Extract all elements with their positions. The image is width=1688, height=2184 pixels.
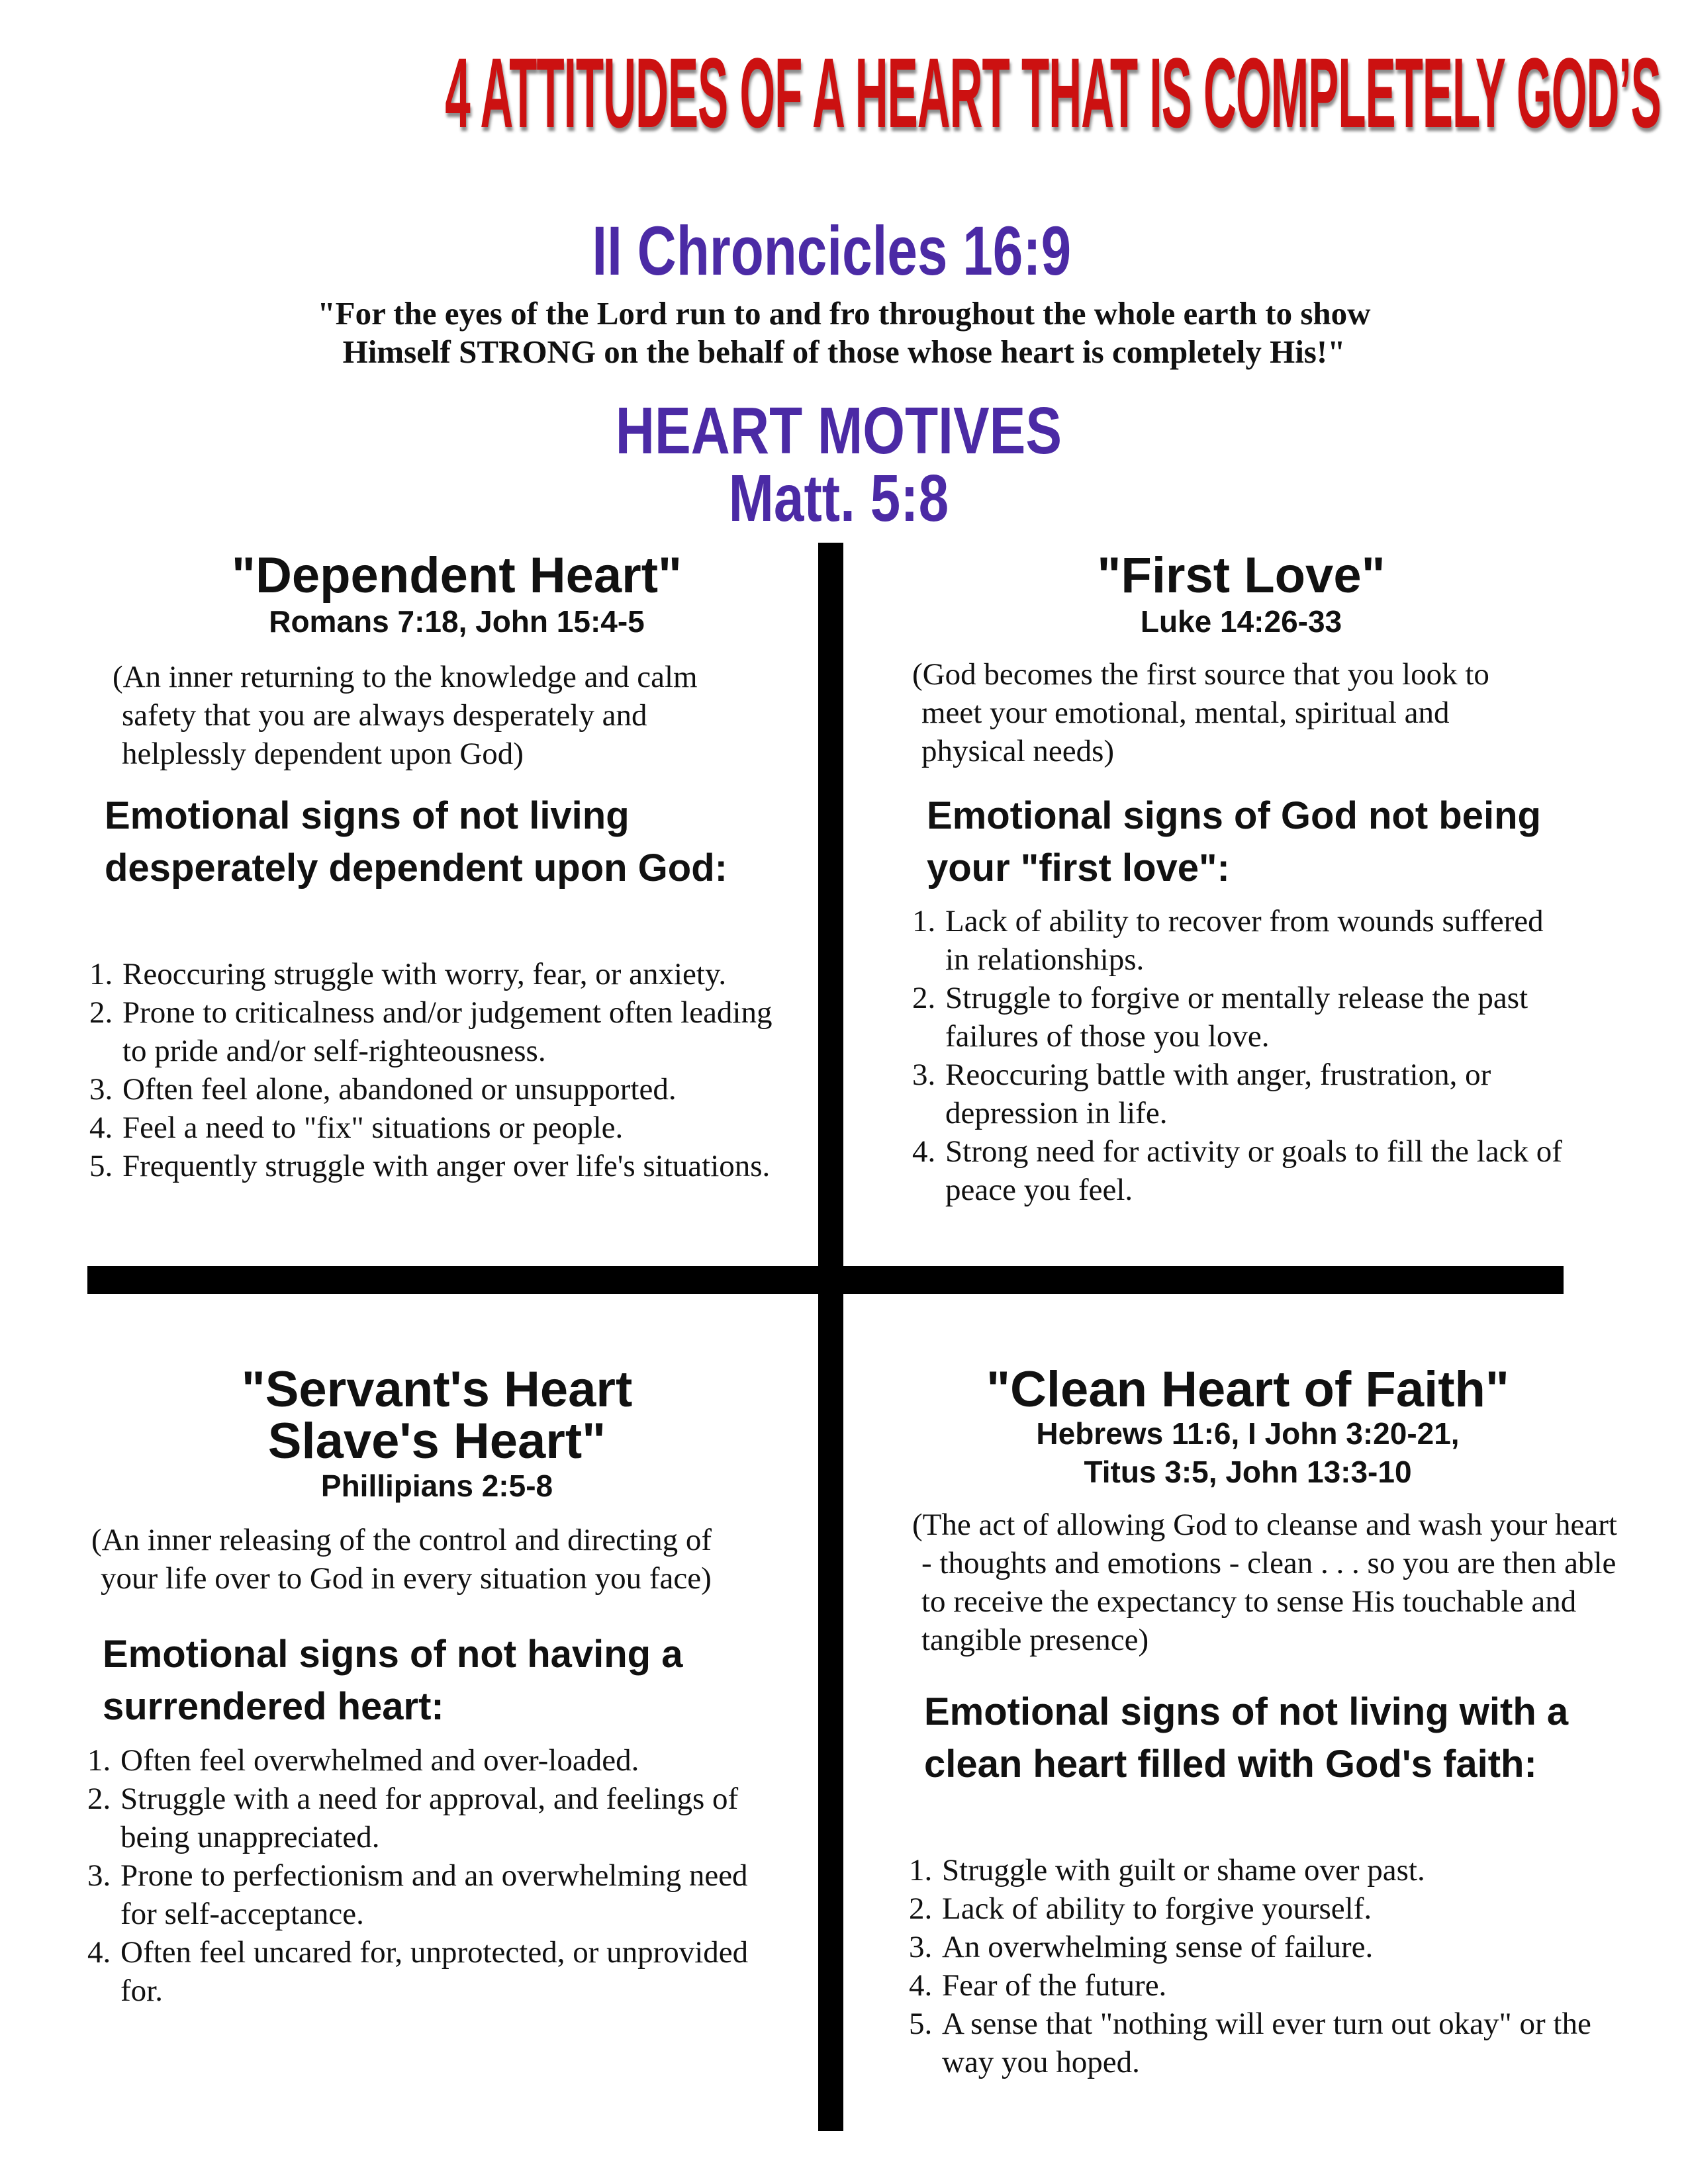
list-item: 1. Reoccuring struggle with worry, fear, or anxiety. — [89, 957, 727, 991]
quadrant-title: "First Love" — [1097, 547, 1385, 604]
signs-heading: Emotional signs of not living with a clean heart filled with God's faith: — [924, 1690, 1569, 1786]
list-item: 1. Struggle with guilt or shame over past. — [909, 1853, 1425, 1888]
signs-list — [912, 902, 1574, 1209]
signs-list — [87, 1741, 789, 2010]
list-item: 3. Reoccuring battle with anger, frustration, or depression in life. — [912, 1058, 1491, 1130]
list-item: 4. Feel a need to "fix" situations or people. — [89, 1111, 624, 1145]
quadrant-reference-line-1: Hebrews 11:6, I John 3:20-21, — [1036, 1416, 1460, 1451]
list-item: 3. Often feel alone, abandoned or unsupported. — [89, 1072, 677, 1107]
signs-heading: Emotional signs of not having a surrendered heart: — [103, 1633, 683, 1728]
verse-line-2: Himself STRONG on the behalf of those whose heart is completely His!" — [342, 334, 1346, 370]
quadrant-description: (An inner releasing of the control and directing of your life over to God in every situation you face) — [91, 1523, 712, 1596]
verse-line-1: "For the eyes of the Lord run to and fro throughout the whole earth to show — [317, 295, 1371, 332]
motives-reference: Matt. 5:8 — [728, 461, 949, 535]
list-item: 2. Struggle with a need for approval, and feelings of being unappreciated. — [87, 1782, 739, 1854]
quadrant-title: "Dependent Heart" — [231, 547, 682, 604]
list-item: 2. Lack of ability to forgive yourself. — [909, 1891, 1372, 1926]
signs-list — [89, 955, 791, 1185]
list-item: 3. Prone to perfectionism and an overwhelming need for self-acceptance. — [87, 1858, 748, 1931]
horizontal-divider — [87, 1266, 1564, 1294]
list-item: 5. Frequently struggle with anger over life's situations. — [89, 1149, 771, 1183]
quadrant-description: (An inner returning to the knowledge and calm safety that you are always desperately and helplessly dependent upon God) — [113, 660, 698, 771]
list-item: 3. An overwhelming sense of failure. — [909, 1930, 1374, 1964]
signs-heading: Emotional signs of not living desperately dependent upon God: — [105, 794, 727, 889]
page-title: 4 ATTITUDES OF A HEART THAT IS COMPLETELY GOD’S — [445, 37, 1661, 148]
quadrant-reference: Phillipians 2:5-8 — [320, 1469, 553, 1503]
signs-list — [909, 1851, 1611, 2081]
quadrant-reference-line-2: Titus 3:5, John 13:3-10 — [1084, 1455, 1412, 1489]
quadrant-reference: Luke 14:26-33 — [1140, 604, 1342, 639]
verse-text — [132, 295, 1556, 371]
quadrant-description: (God becomes the first source that you look to meet your emotional, mental, spiritual and physical needs) — [912, 657, 1489, 768]
signs-heading: Emotional signs of God not being your "first love": — [927, 794, 1541, 889]
list-item: 4. Often feel uncared for, unprotected, or unprovided for. — [87, 1935, 749, 2008]
quadrant-title: "Clean Heart of Faith" — [986, 1361, 1509, 1418]
quadrant-reference: Romans 7:18, John 15:4-5 — [269, 604, 645, 639]
list-item: 5. A sense that "nothing will ever turn out okay" or the way you hoped. — [909, 2007, 1591, 2079]
vertical-divider — [818, 543, 843, 2131]
quadrant-title-line-2: Slave's Heart" — [267, 1413, 606, 1469]
list-item: 2. Struggle to forgive or mentally release the past failures of those you love. — [912, 981, 1528, 1054]
verse-reference: II Chroncicles 16:9 — [592, 212, 1072, 290]
motives-title: HEART MOTIVES — [615, 394, 1062, 468]
list-item: 2. Prone to criticalness and/or judgement often leading to pride and/or self-righteousness. — [89, 995, 773, 1068]
list-item: 1. Often feel overwhelmed and over-loaded. — [87, 1743, 639, 1778]
list-item: 4. Fear of the future. — [909, 1968, 1167, 2003]
quadrant-title-line-1: "Servant's Heart — [241, 1361, 633, 1418]
list-item: 1. Lack of ability to recover from wounds suffered in relationships. — [912, 904, 1544, 977]
list-item: 4. Strong need for activity or goals to fill the lack of peace you feel. — [912, 1134, 1562, 1207]
quadrant-description: (The act of allowing God to cleanse and wash your heart - thoughts and emotions - clean . . . so you are then able to receive the expectancy to sense His touchable and tangible presence) — [912, 1508, 1617, 1657]
